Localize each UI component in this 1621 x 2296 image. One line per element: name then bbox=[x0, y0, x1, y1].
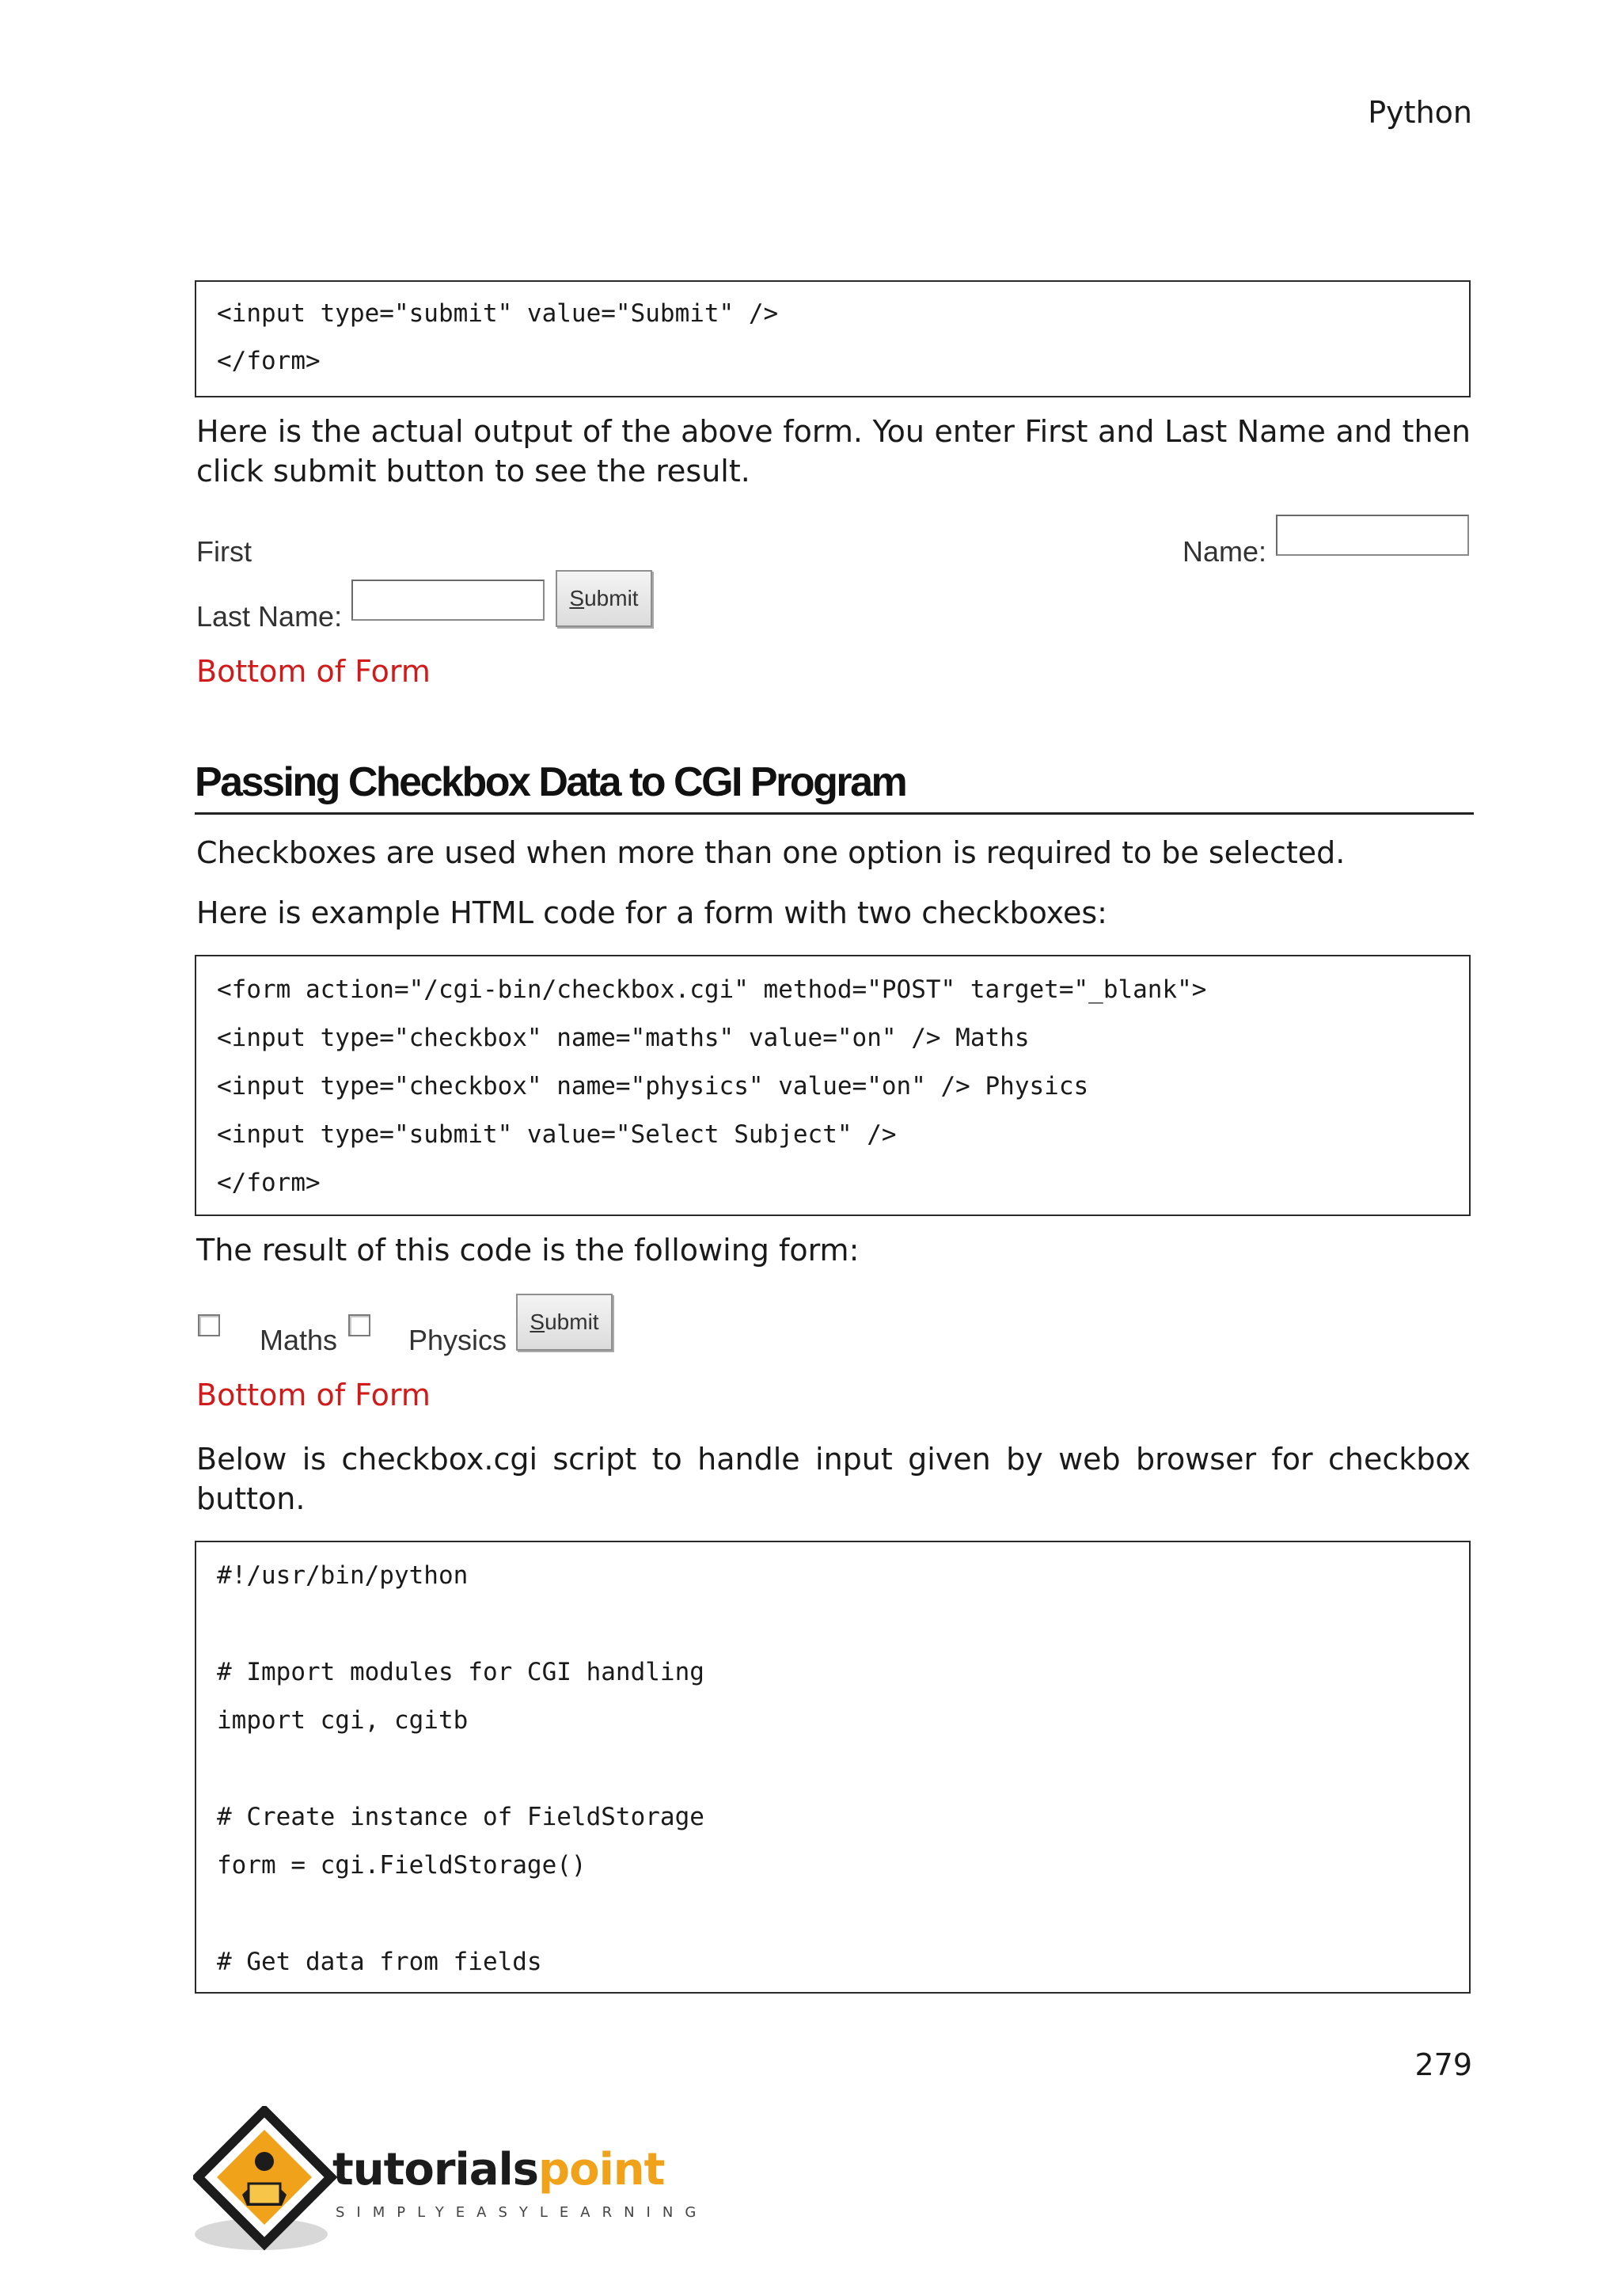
code-block-checkbox-form bbox=[195, 955, 1471, 1216]
physics-label: Physics bbox=[408, 1324, 507, 1356]
script-intro-paragraph: Below is checkbox.cgi script to handle input given by web browser for checkbox button. bbox=[196, 1442, 1471, 1516]
logo-tagline: SIMPLYEASYLEARNING bbox=[336, 2204, 708, 2221]
example-intro: Here is example HTML code for a form with two checkboxes: bbox=[196, 895, 1107, 930]
code-line: # Create instance of FieldStorage bbox=[217, 1803, 704, 1831]
last-name-label: Last Name: bbox=[196, 600, 343, 633]
intro-paragraph: Here is the actual output of the above form. You enter First and Last Name and then click submit button to see the result. bbox=[196, 414, 1471, 488]
physics-checkbox[interactable] bbox=[348, 1314, 370, 1336]
page-header-title: Python bbox=[1368, 95, 1472, 130]
tutorialspoint-logo bbox=[193, 2106, 708, 2293]
logo-word-point: point bbox=[538, 2144, 665, 2195]
code-line: </form> bbox=[217, 1169, 321, 1197]
heading-underline bbox=[195, 812, 1474, 815]
maths-label: Maths bbox=[260, 1324, 338, 1356]
submit-button-mnemonic: S bbox=[569, 586, 585, 610]
submit-button[interactable] bbox=[556, 570, 652, 627]
submit-button-mnemonic: S bbox=[530, 1310, 545, 1334]
code-line: form = cgi.FieldStorage() bbox=[217, 1851, 587, 1880]
section-heading: Passing Checkbox Data to CGI Program bbox=[195, 759, 906, 805]
first-name-label-part1: First bbox=[196, 535, 252, 568]
code-line: #!/usr/bin/python bbox=[217, 1561, 469, 1590]
submit-button-label: ubmit bbox=[545, 1310, 599, 1334]
code-line: # Import modules for CGI handling bbox=[217, 1658, 704, 1686]
code-line: </form> bbox=[217, 347, 321, 375]
last-name-input[interactable] bbox=[351, 580, 545, 621]
result-intro: The result of this code is the following form: bbox=[196, 1233, 860, 1268]
checkbox-description: Checkboxes are used when more than one option is required to be selected. bbox=[196, 835, 1346, 870]
code-line: <input type="checkbox" name="physics" value="on" /> Physics bbox=[217, 1072, 1089, 1100]
code-line: <input type="submit" value="Submit" /> bbox=[217, 299, 779, 328]
page-number: 279 bbox=[1414, 2047, 1472, 2082]
submit-button-label: ubmit bbox=[584, 586, 639, 610]
code-line: # Get data from fields bbox=[217, 1948, 542, 1976]
logo-word-tutorials: tutorials bbox=[332, 2144, 539, 2195]
logo-mark-icon bbox=[193, 2106, 684, 2293]
code-line: <input type="checkbox" name="maths" value="on" /> Maths bbox=[217, 1024, 1030, 1052]
bottom-of-form-marker: Bottom of Form bbox=[196, 1378, 431, 1412]
code-block-form-end bbox=[195, 280, 1471, 397]
code-line: <form action="/cgi-bin/checkbox.cgi" method="POST" target="_blank"> bbox=[217, 975, 1207, 1004]
maths-checkbox[interactable] bbox=[198, 1314, 220, 1336]
first-name-input[interactable] bbox=[1276, 515, 1469, 556]
select-subject-submit-button[interactable] bbox=[516, 1294, 613, 1351]
code-line: <input type="submit" value="Select Subject" /> bbox=[217, 1120, 897, 1149]
code-line: import cgi, cgitb bbox=[217, 1706, 469, 1735]
first-name-label-part2: Name: bbox=[1183, 535, 1267, 568]
bottom-of-form-marker: Bottom of Form bbox=[196, 654, 431, 689]
code-block-checkbox-cgi bbox=[195, 1541, 1471, 1994]
